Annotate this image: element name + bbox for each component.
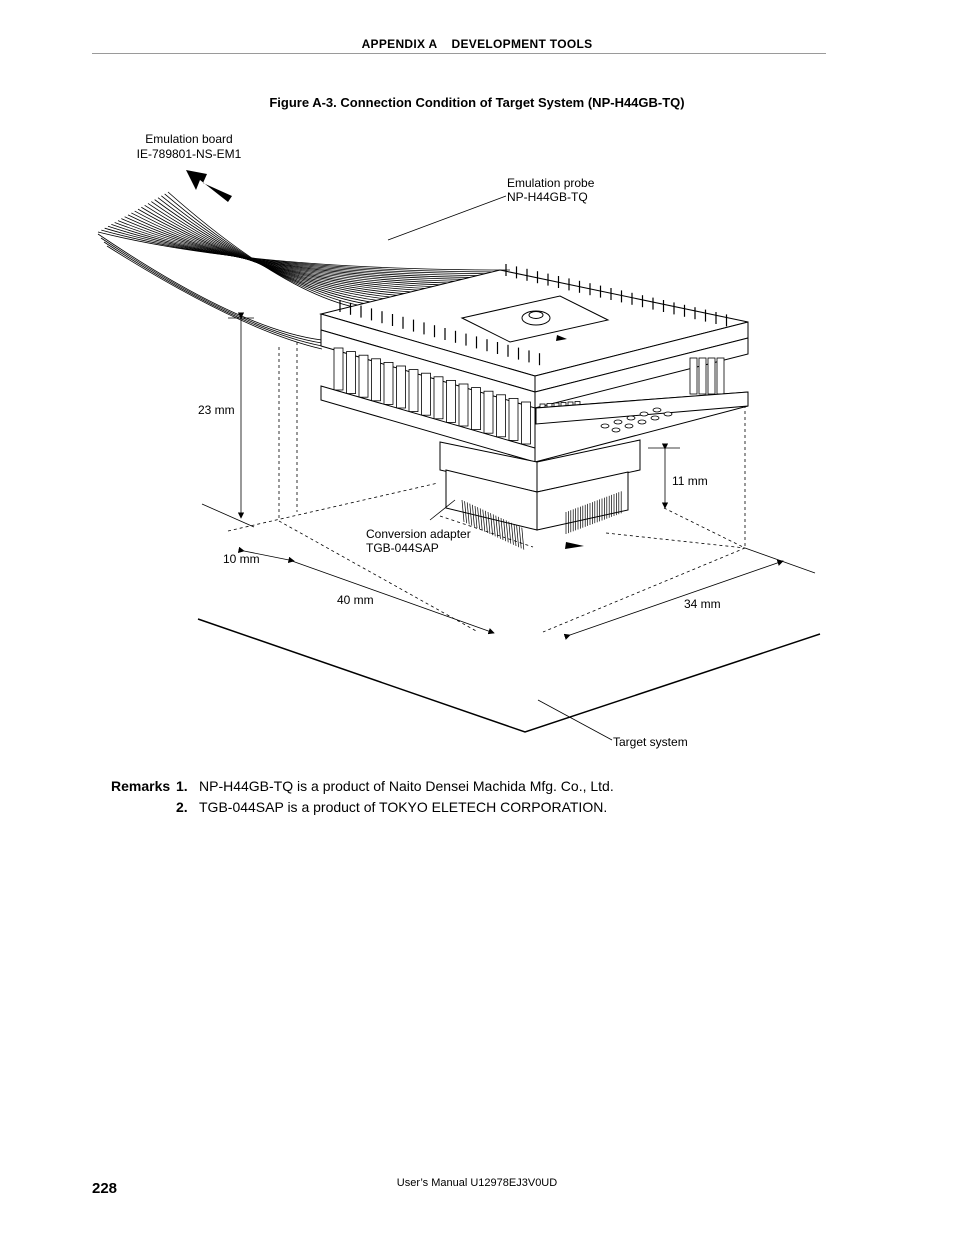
connector-pin: [397, 366, 406, 408]
ribbon-wire: [128, 215, 450, 287]
header-appendix: APPENDIX A: [361, 37, 438, 51]
remarks-heading: Remarks: [111, 778, 171, 794]
label-target-system: Target system: [613, 735, 688, 749]
connector-pin: [472, 388, 481, 430]
connector-pin: [347, 352, 356, 394]
ribbon-wire: [101, 238, 322, 343]
connector-pin: [422, 373, 431, 415]
connector-pin: [717, 358, 724, 394]
page-header: [0, 37, 954, 51]
dim-width: 34 mm: [684, 597, 721, 611]
adapter-pin: [517, 525, 519, 547]
adapter-pin: [514, 524, 516, 546]
remark-number: 1.: [176, 778, 188, 794]
dim-length: 40 mm: [337, 593, 374, 607]
label-emulation-board-model: IE-789801-NS-EM1: [136, 147, 242, 161]
label-conversion-adapter-model: TGB-044SAP: [366, 541, 439, 555]
header-rule: [92, 53, 826, 54]
connector-pin: [334, 348, 343, 390]
connection-diagram: [0, 120, 954, 760]
header-section: DEVELOPMENT TOOLS: [451, 37, 593, 51]
remark-text: TGB-044SAP is a product of TOKYO ELETECH CORPORATION.: [199, 799, 608, 815]
connector-pin: [372, 359, 381, 401]
target-system-board: [198, 619, 820, 732]
adapter-pin: [509, 522, 511, 544]
connector-pin: [434, 377, 443, 419]
label-emulation-board: Emulation board: [145, 132, 233, 146]
figure-title: Figure A-3. Connection Condition of Target System (NP-H44GB-TQ): [269, 95, 685, 110]
direction-marker: [565, 542, 584, 549]
connector-pin: [409, 370, 418, 412]
remark-text: NP-H44GB-TQ is a product of Naito Densei Machida Mfg. Co., Ltd.: [199, 778, 614, 794]
label-emulation-probe: Emulation probe: [507, 176, 595, 190]
page-number: 228: [92, 1180, 118, 1197]
dim-offset: 10 mm: [223, 552, 260, 566]
dim-height: 23 mm: [198, 403, 235, 417]
connector-pin: [459, 384, 468, 426]
adapter-pin: [522, 528, 524, 550]
connector-pin: [708, 358, 715, 394]
adapter-pin: [519, 526, 521, 548]
connector-pin: [699, 358, 706, 394]
connector-pin: [509, 398, 518, 440]
connector-pin: [522, 402, 531, 444]
footer-manual-id: User’s Manual U12978EJ3V0UD: [396, 1177, 558, 1189]
label-conversion-adapter: Conversion adapter: [366, 527, 471, 541]
connector-pin: [690, 358, 697, 394]
connector-pin: [359, 355, 368, 397]
remark-number: 2.: [176, 799, 188, 815]
adapter-pin: [511, 523, 513, 545]
dim-adapter-height: 11 mm: [672, 474, 708, 488]
connector-pin: [484, 391, 493, 433]
emulation-board-arrow: [186, 170, 232, 202]
connector-pin: [497, 395, 506, 437]
label-emulation-probe-model: NP-H44GB-TQ: [507, 190, 588, 204]
connector-pin: [447, 380, 456, 422]
connector-pin: [384, 362, 393, 404]
adapter-pin: [506, 520, 508, 542]
ribbon-wire: [104, 242, 322, 346]
